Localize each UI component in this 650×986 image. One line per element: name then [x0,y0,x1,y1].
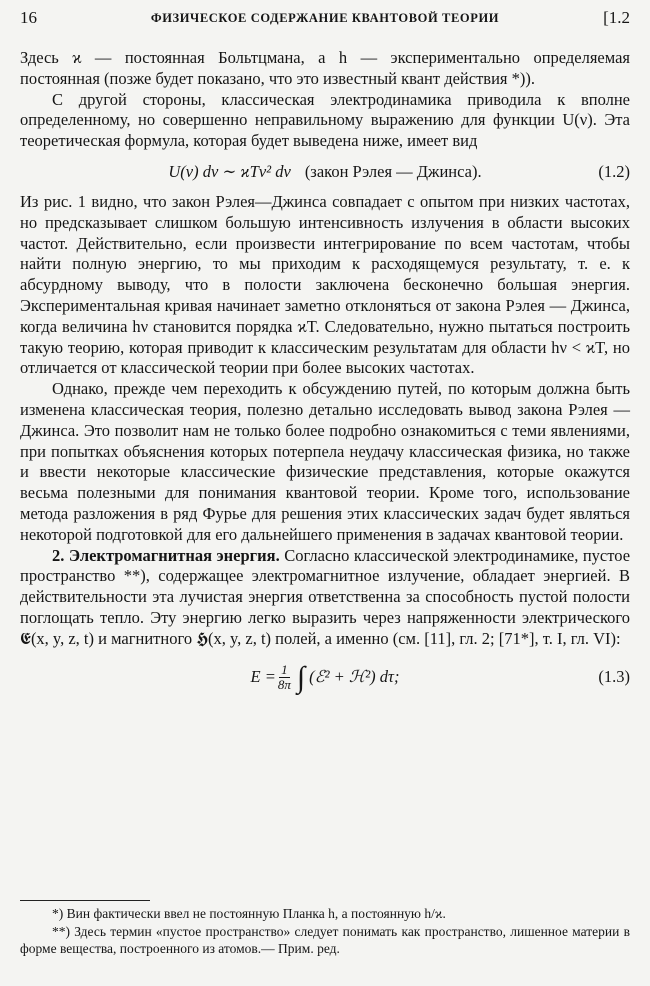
paragraph-3: Из рис. 1 видно, что закон Рэлея—Джинса совпадает с опытом при низких частотах, но предсказывает слишком большую интенсивность излучения в области высоких частот. Действительно, если произвести интегрирование по всем частотам, чтобы найти полную энергию, то мы приходим к расходящемуся результату, т. е. к абсурдному выводу, что в полости заключена бесконечно большая энергия. Экспериментальная кривая начинает заметно отклоняться от закона Рэлея — Джинса, когда величина hν становится порядка ϰT. Следовательно, нужно пытаться построить такую теорию, которая приводит к классическим результатам для области hν < ϰT, но отличается от классической теории при более высоких частотах. [20,191,630,378]
fraction-numerator: 1 [281,662,288,678]
equation-1-3 [20,650,630,706]
running-title: ФИЗИЧЕСКОЕ СОДЕРЖАНИЕ КВАНТОВОЙ ТЕОРИИ [150,11,500,25]
paragraph-2: С другой стороны, классическая электродинамика приводила к вполне определенному, но совершенно неправильному выражению для функции U(ν). Эта теоретическая формула, которая будет выведена ниже, имеет вид [20,89,630,151]
equation-1-3-fraction [278,663,291,692]
fraction-denominator: 8π [277,677,291,693]
footnote-2: **) Здесь термин «пустое пространство» следует понимать как пространство, лишенное материи в форме вещества, построенного из атомов.— Прим. ред. [20,923,630,956]
section-marker: [1.2 [603,8,630,27]
equation-1-2-number: (1.2) [598,161,630,181]
paragraph-5-text: Согласно классической электродинамике, пустое пространство **), содержащее электромагнитное излучение, обладает энергией. В действительности эта лучистая энергия ответственна за способность пустой полости поглощать тепло. Эту энергию легко выразить через напряженности электрического 𝕰(x, y, z, t) и магнитного 𝕳(x, y, z, t) полей, а именно (см. [11], гл. 2; [71*], т. I, гл. VI): [20,545,631,648]
equation-1-3-rhs: (ℰ² + ℋ²) dτ; [309,667,400,687]
footnote-1: *) Вин фактически ввел не постоянную Планка h, а постоянную h/ϰ. [52,906,446,921]
equation-1-2-note: (закон Рэлея — Джинса). [304,161,482,181]
section-heading: 2. Электромагнитная энергия. [52,545,280,565]
paragraph-5 [20,546,630,650]
integral-sign: ∫ [296,660,306,694]
page-number: 16 [20,8,37,27]
main-text [20,48,630,706]
footnotes [20,900,630,958]
equation-1-2-formula: U(ν) dν ∼ ϰTν² dν [168,161,291,181]
paragraph-4: Однако, прежде чем переходить к обсуждению путей, по которым должна быть изменена классическая теория, полезно детально исследовать вывод закона Рэлея — Джинса. Это позволит нам не только более подробно ознакомиться с теми явлениями, при попытках объяснения которых потерпела неудачу классическая физика, но также и ввести некоторые классические физические представления, которые окажутся весьма полезными для понимания квантовой теории. Кроме того, использование метода разложения в ряд Фурье для решения этих классических задач будет являться некоторой подготовкой для его дальнейшего применения в задачах квантовой теории. [20,379,630,544]
equation-1-2 [20,152,630,192]
equation-1-3-lhs: E = [250,667,276,687]
footnote-rule [20,900,150,901]
equation-1-3-number: (1.3) [598,667,630,687]
page-header [20,8,630,32]
paragraph-1: Здесь ϰ — постоянная Больтцмана, а h — экспериментально определяемая постоянная (позже будет показано, что это известный квант действия *)). [20,48,630,88]
